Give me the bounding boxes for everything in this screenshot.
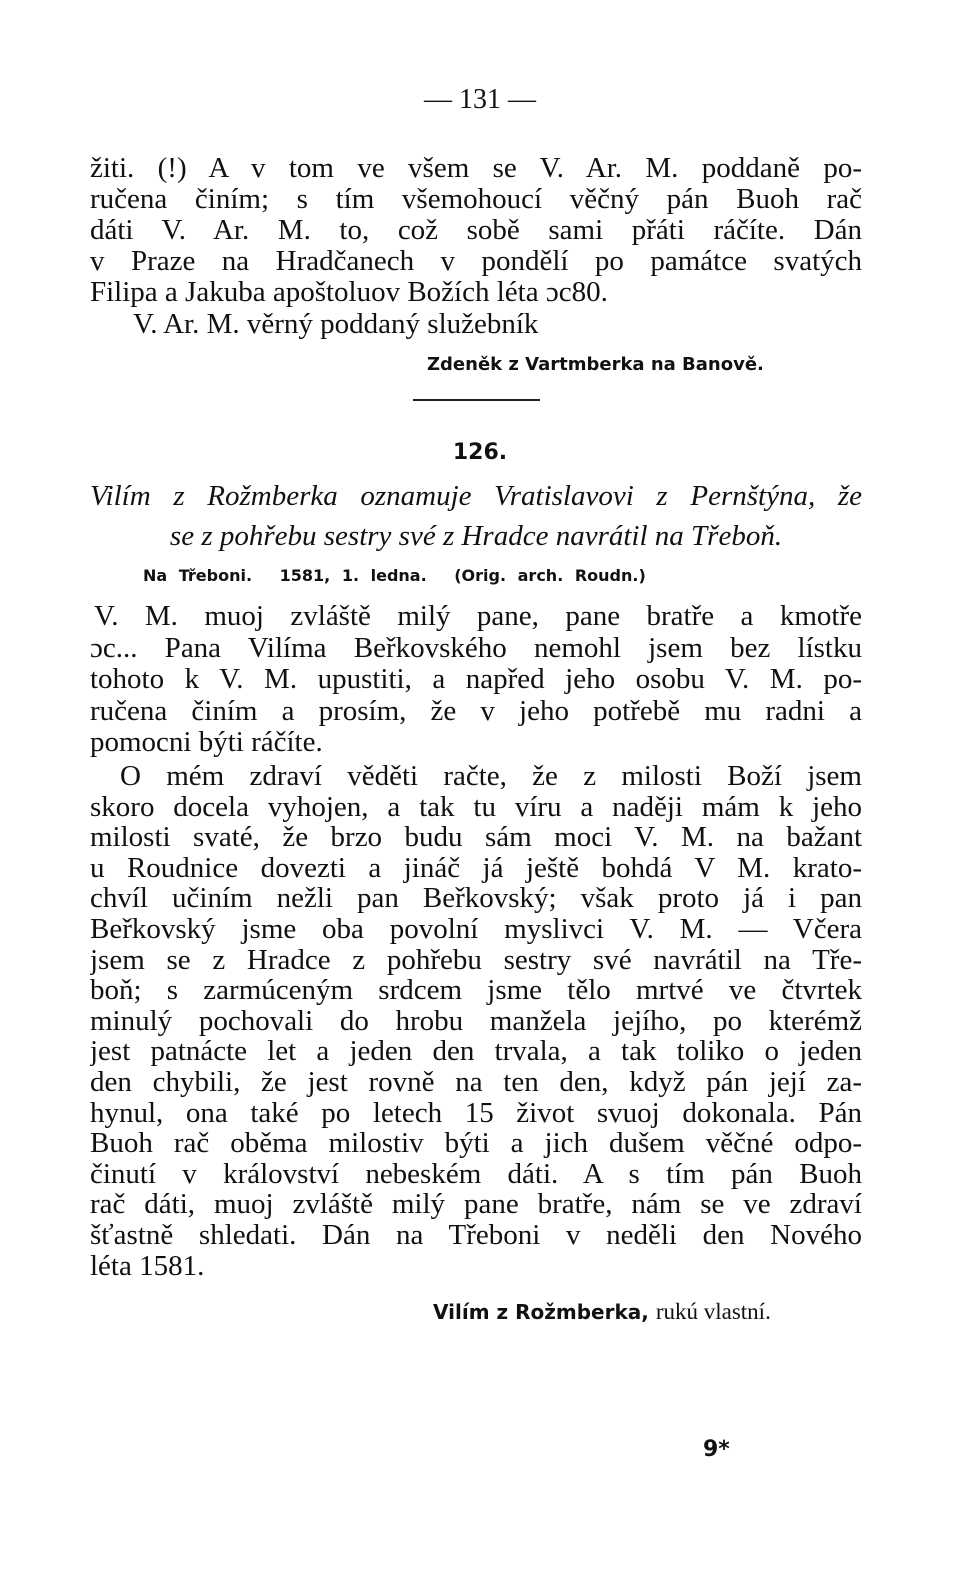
dateline-date: 1581, 1. ledna.	[279, 566, 427, 585]
text-line: rač dáti, muoj zvláště milý pane bratře, nám se ve zdraví	[90, 1189, 862, 1220]
text-line: skoro docela vyhojen, a tak tu víru a naději mám k jeho	[90, 791, 862, 823]
closing-formula: V. Ar. M. věrný poddaný služebník	[133, 308, 539, 340]
dateline-source: (Orig. arch. Roudn.)	[454, 566, 646, 585]
text-line: se z pohřebu sestry své z Hradce navrátil na Třeboň.	[169, 520, 783, 552]
text-line: jest patnácte let a jeden den trvala, a tak toliko o jeden	[90, 1036, 862, 1067]
text-line: ručena činím; s tím všemohoucí věčný pán Buoh rač	[90, 184, 862, 215]
text-line: den chybili, že jest rovně na ten den, když pán její za-	[90, 1066, 862, 1098]
text-line: dáti V. Ar. M. to, což sobě sami přáti ráčíte. Dán	[90, 215, 862, 246]
text-line: O mém zdraví věděti račte, že z milosti Boží jsem	[120, 761, 862, 792]
text-line: činutí v království nebeském dáti. A s tím pán Buoh	[90, 1158, 862, 1190]
signature-mark: 9*	[703, 1437, 730, 1462]
text-line: Beřkovský jsme oba povolní myslivci V. M. — Včera	[90, 913, 862, 945]
text-line: ručena činím a prosím, že v jeho potřebě mu radni a	[90, 695, 862, 727]
dateline	[143, 566, 662, 585]
signature-vilim	[433, 1299, 771, 1325]
text-line: jsem se z Hradce z pohřebu sestry své navrátil na Tře-	[90, 944, 862, 976]
signature-name: Vilím z Rožmberka,	[433, 1300, 649, 1324]
text-line: hynul, ona také po letech 15 život svuoj dokonala. Pán	[90, 1097, 862, 1129]
letter-paragraph-2	[90, 761, 862, 1281]
text-line: v Praze na Hradčanech v pondělí po památce svatých	[90, 246, 862, 277]
text-line: žiti. (!) A v tom ve všem se V. Ar. M. poddaně po-	[90, 153, 862, 184]
text-line: ɔc... Pana Vilíma Beřkovského nemohl jsem bez lístku	[90, 632, 862, 664]
closing-formula-block	[90, 309, 862, 340]
text-line: Filipa a Jakuba apoštoluov Božích léta ɔc80.	[90, 277, 608, 308]
text-line: milosti svaté, že brzo budu sám moci V. M. na bažant	[90, 822, 862, 853]
text-line: minulý pochovali do hrobu manžela jejího, po kterémž	[90, 1005, 862, 1037]
text-line: chvíl učiním nežli pan Beřkovský; však proto já i pan	[90, 883, 862, 914]
letter-paragraph-1	[90, 601, 862, 759]
text-line: V. M. muoj zvláště milý pane, pane bratře a kmotře	[94, 601, 862, 632]
text-line: šťastně shledati. Dán na Třeboni v neděli den Nového	[90, 1219, 862, 1251]
previous-letter-ending	[90, 153, 862, 308]
document-number: 126.	[452, 440, 508, 465]
document-summary	[90, 476, 862, 556]
dateline-place: Na Třeboni.	[143, 566, 253, 585]
text-line: boň; s zarmúceným srdcem jsme tělo mrtvé ve čtvrtek	[90, 975, 862, 1006]
text-line: u Roudnice dovezti a jináč já ještě bohdá V M. krato-	[90, 852, 862, 884]
text-line: pomocni býti ráčíte.	[90, 727, 323, 758]
text-line: tohoto k V. M. upustiti, a napřed jeho osobu V. M. po-	[90, 664, 862, 695]
signature-note: rukú vlastní.	[655, 1299, 771, 1324]
text-line: Vilím z Rožmberka oznamuje Vratislavovi z Pernštýna, že	[90, 480, 862, 512]
section-divider	[413, 399, 540, 401]
text-line: Buoh rač oběma milostiv býti a jich dušem věčné odpo-	[90, 1128, 862, 1159]
text-line: léta 1581.	[90, 1250, 205, 1282]
page-number: — 131 —	[424, 84, 536, 115]
signature-zdenek: Zdeněk z Vartmberka na Banově.	[427, 354, 764, 375]
